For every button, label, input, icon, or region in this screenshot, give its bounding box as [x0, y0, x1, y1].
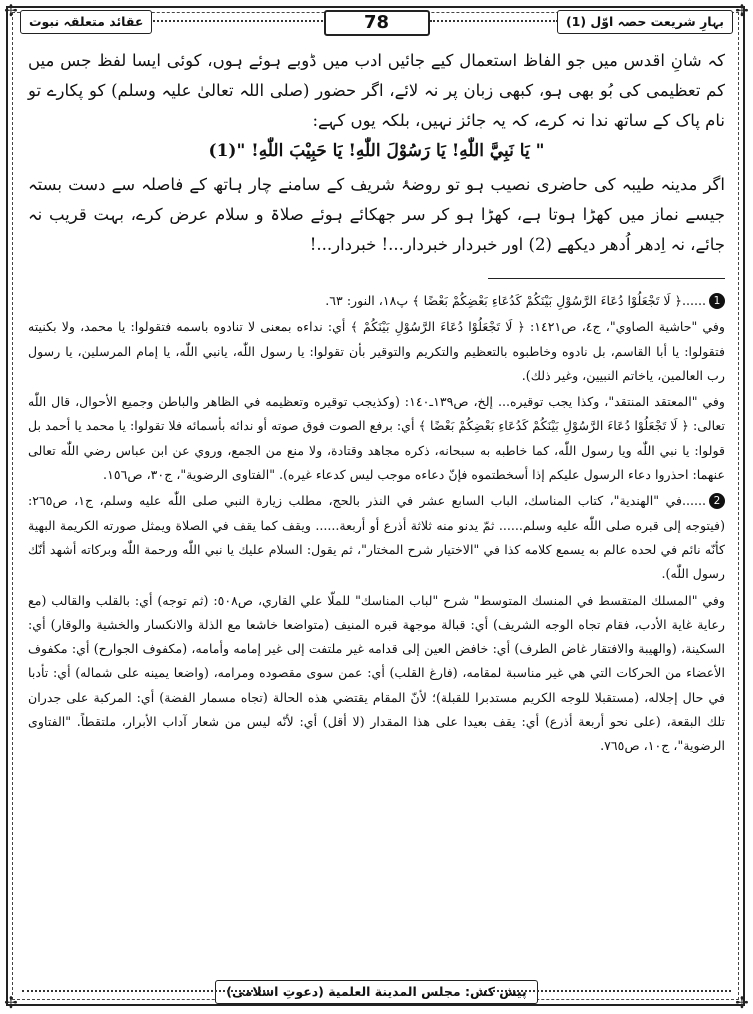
- page-content: [28, 46, 725, 759]
- header-divider: [130, 20, 323, 22]
- book-title: بہارِ شریعت حصہ اوّل (1): [557, 10, 733, 34]
- footnote-text: ......﴿ لَا تَجْعَلُوْا دُعَاءَ الرَّسُوْلِ بَيْنَكُمْ كَدُعَاءِ بَعْضِكُمْ بَعْضًا ﴾ پ١٨، النور: ٦٣.: [325, 293, 706, 308]
- footer-divider: [480, 990, 731, 992]
- footnote-number: 1: [709, 293, 725, 309]
- corner-ornament: ✢: [4, 1, 18, 20]
- footnote-text: وفي "حاشية الصاوي"، ج٤، ص١٤٢١: ﴿ لَا تَجْعَلُوْا دُعَاءَ الرَّسُوْلِ بَيْنَكُمْ ﴾ أي: نداءه بمعنى لا تنادوه باسمه فتقولوا: يا محمد، ولا بكنيته فتقولوا: يا أبا القاسم، بل نادوه وخاطبوه بالتعظيم والتكريم والتوقير بأن تقولوا: يا رسول اللّٰه، يانبي اللّٰه، يا إمام المرسلين، يا رسول رب العالمين، ياخاتم النبيين، وغير ذلك).: [28, 319, 726, 383]
- footnote: [28, 489, 725, 586]
- footnote-text: وفي "المسلك المتقسط في المنسك المتوسط" شرح "لباب المناسك" للملّا علي القاري، ص٥٠٨: (ثم توجه) أي: بالقلب والقالب (مع رعاية غاية الأدب، فقام تجاه الوجه الشريف) أي: قبالة موجهة قبره المنيف (متواضعا خاشعا مع الذلة والانكسار والخشية والوقار) أي: السكينة، (والهيبة والافتقار غاض الطرف) أي: خافض العين إلى قدامه غير ملتفت إلى غير إمامه وأمامه، (مكفوف الجوارح) أي: مكفوف الأعضاء من الحركات التي هي غير مناسبة لمقامه، (فارغ القلب) أي: عمن سوى مقصوده ومرامه، (واضعا يمينه على شماله) أي: تأدبا في حال إجلاله، (مستقبلا للوجه الكريم مستدبرا للقبلة)؛ لأنّ المقام يقتضي هذه الحالة (تجاه مسمار الفضة) أي: المركبة على جدران تلك البقعة، (على نحو أربعة أذرع) أي: يقف بعيدا على هذا المقدار (لا أقل) أي: لأنّه ليس من شعار آداب الأبرار، ملتقطاً. "الفتاوى الرضوية"، ج١٠، ص٧٦٥.: [28, 592, 725, 754]
- corner-ornament: ✢: [735, 1, 749, 20]
- body-paragraph: کہ شانِ اقدس میں جو الفاظ استعمال کیے جائیں ادب میں ڈوبے ہوئے ہوں، کوئی ایسا لفظ جس میں کم تعظیمی کی بُو بھی ہو، کبھی زبان پر نہ لائے، اگر حضور (صلی اللہ تعالیٰ علیہ وسلم) کو پکارے تو نام پاک کے ساتھ ندا نہ کرے، کہ یہ جائز نہیں، بلکہ یوں کہے:: [28, 51, 725, 130]
- page-number: 78: [324, 10, 430, 36]
- publisher-credit: پیش کش: مجلس المدينة العلمية (دعوتِ اسلامی): [215, 980, 537, 1004]
- footnote-number: 2: [709, 493, 725, 509]
- corner-ornament: ✢: [4, 993, 18, 1012]
- chapter-title: عقائد متعلقہ نبوت: [20, 10, 152, 34]
- page-header: [20, 10, 733, 34]
- arabic-quote: " يَا نَبِيَّ اللّٰهِ! يَا رَسُوْلَ اللّٰهِ! يَا حَبِيْبَ اللّٰهِ! "(1): [208, 141, 545, 161]
- footnote-text: وفي "المعتقد المنتقد"، وكذا يجب توقيره... إلخ، ص١٣٩ـ١٤٠: (وكذيجب توقيره وتعظيمه في الظاهر والباطن وجميع الأحوال، قال اللّٰه تعالى: ﴿ لَا تَجْعَلُوْا دُعَاءَ الرَّسُوْلِ بَيْنَكُمْ كَدُعَاءِ بَعْضِكُمْ بَعْضًا ﴾ أي: برفع الصوت فوق صوته أو ندائه بأسمائه فلا تقولوا: يا محمد يا أحمد بل قولوا: يا نبي اللّٰه ويا رسول اللّٰه، كما خاطبه به سبحانه، ذكره مجاهد وقتادة، ولا منع من الجمع، وروي عن ابن عباس رضي اللّٰه تعالى عنهما: احذروا دعاء الرسول عليكم إذا أسخطتموه فإنّ دعاءه موجب ليس كدعاء غيره). "الفتاوى الرضوية"، ج٣٠، ص١٥٦.: [28, 394, 725, 483]
- page-footer: [0, 980, 753, 1004]
- footnote-separator: [488, 278, 725, 279]
- footer-divider: [22, 990, 273, 992]
- footnote: [28, 289, 725, 313]
- corner-ornament: ✢: [735, 993, 749, 1012]
- footnote-text: ......في "الهندية"، كتاب المناسك، الباب السابع عشر في النذر بالحج، مطلب زيارة النبي صلى اللّٰه عليه وسلم، ج١، ص٢٦٥: (فيتوجه إلى قبره صلى اللّٰه عليه وسلم...... ثمّ يدنو منه ثلاثة أذرع أو أربعة...... ويقف كما يقف في الصلاة ويمثل صورته الكريمة البهية كأنّه نائم في لحده عالم به يسمع كلامه كذا في "الاختيار شرح المختار"، ثم يقول: السلام عليك يا نبي اللّٰه ورحمة اللّٰه وبركاته أشهد أنّك رسول اللّٰه).: [28, 493, 725, 582]
- body-paragraph: اگر مدینہ طیبہ کی حاضری نصیب ہو تو روضۂ شریف کے سامنے چار ہاتھ کے فاصلہ سے دست بستہ جیسے نماز میں کھڑا ہوتا ہے، کھڑا ہو کر سر جھکائے ہوئے صلاۃ و سلام عرض کرے، بہت قریب نہ جائے، نہ اِدھر اُدھر دیکھے (2) اور خبردار خبردار...! خبردار...!: [28, 175, 725, 254]
- header-divider: [430, 20, 558, 22]
